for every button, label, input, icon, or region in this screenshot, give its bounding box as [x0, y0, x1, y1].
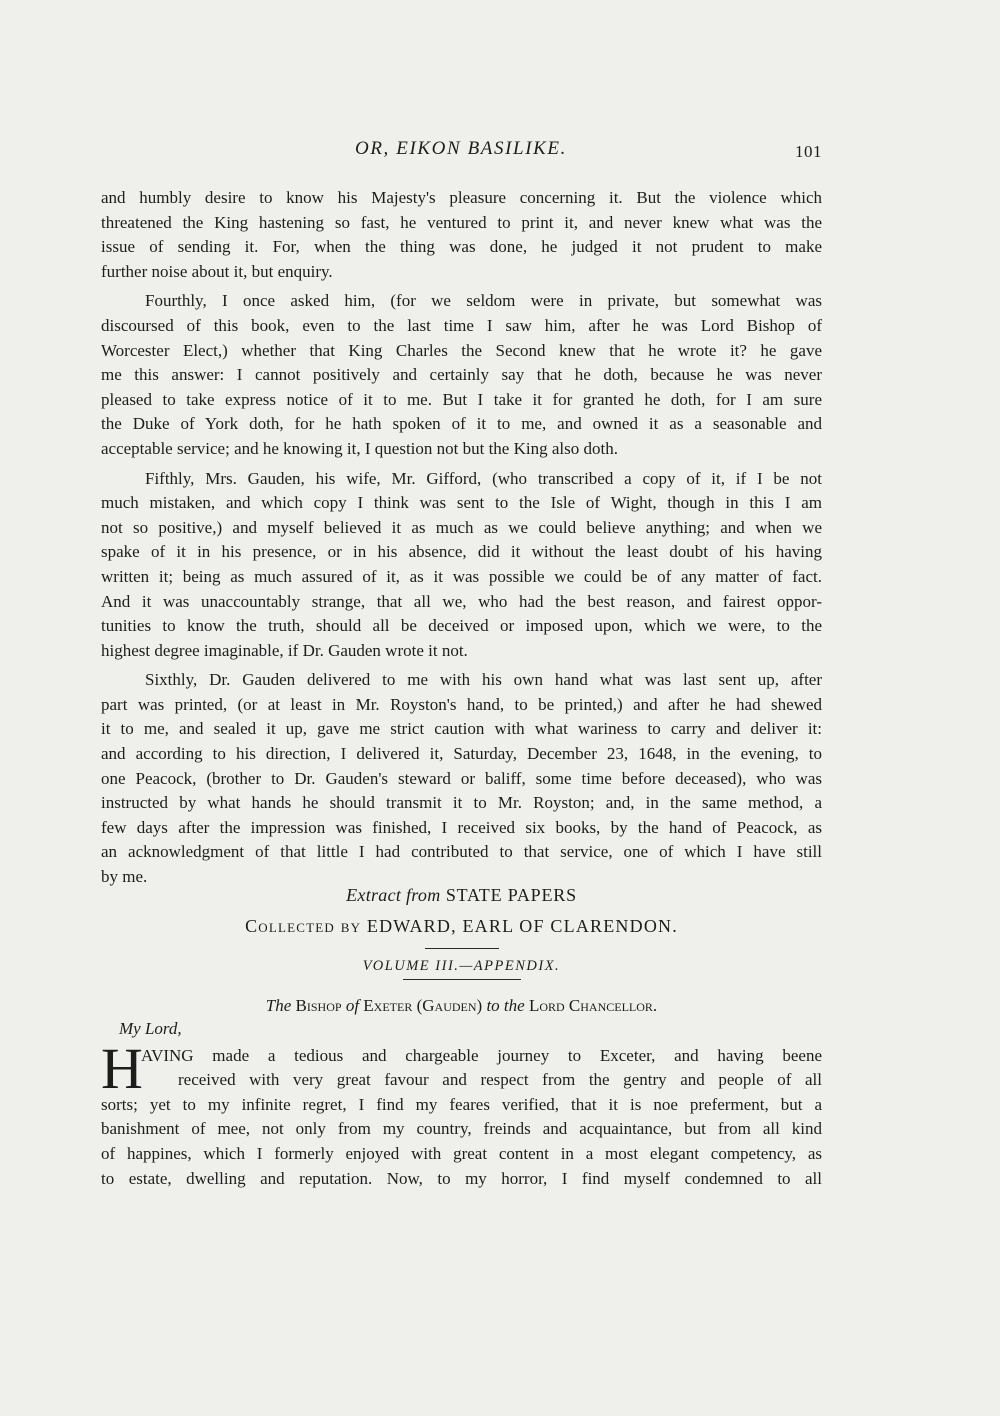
text-line: part was printed, (or at least in Mr. Royston's hand, to be printed,) and after he had shewed	[101, 694, 822, 714]
extract-title: STATE PAPERS	[445, 884, 577, 905]
text-line: Worcester Elect,) whether that King Charles the Second knew that he wrote it? he gave	[101, 340, 822, 360]
text-line: and humbly desire to know his Majesty's pleasure concerning it. But the violence which	[101, 188, 822, 207]
text-line: the Duke of York doth, for he hath spoken of it to me, and owned it as a seasonable and	[101, 414, 822, 434]
text-line: acceptable service; and he knowing it, I question not but the King also doth.	[101, 438, 618, 458]
letter-heading-word: to	[486, 995, 500, 1015]
letter-heading-word: the	[503, 995, 525, 1015]
text-line: by me.	[101, 867, 148, 887]
text-line: instructed by what hands he should transmit it to Mr. Royston; and, in the same method, a	[101, 793, 822, 813]
text-line: AVING made a tedious and chargeable journey to Exceter, and having beene	[141, 1045, 822, 1065]
text-line: spake of it in his presence, or in his absence, did it without the least doubt of his having	[101, 542, 822, 562]
text-line: not so positive,) and myself believed it as much as we could believe anything; and when we	[101, 517, 822, 537]
paragraph-4	[101, 668, 822, 889]
text-line: received with very great favour and respect from the gentry and people of all	[178, 1070, 822, 1090]
divider-rule	[403, 979, 521, 980]
text-line: of happines, which I formerly enjoyed with great content in a most elegant competency, as	[101, 1144, 822, 1163]
text-line: it to me, and sealed it up, gave me strict caution with what wariness to carry and deliver it:	[101, 719, 822, 739]
text-line: much mistaken, and which copy I think was sent to the Isle of Wight, though in this I am	[101, 493, 822, 513]
text-line: one Peacock, (brother to Dr. Gauden's steward or baliff, some time before deceased), who was	[101, 768, 822, 788]
text-line: threatened the King hastening so fast, he ventured to print it, and never knew what was the	[101, 212, 822, 232]
text-line: and according to his direction, I delivered it, Saturday, December 23, 1648, in the evening, to	[101, 744, 822, 764]
text-line: Fifthly, Mrs. Gauden, his wife, Mr. Gifford, (who transcribed a copy of it, if I be not	[145, 468, 822, 488]
text-line: issue of sending it. For, when the thing was done, he judged it not prudent to make	[101, 237, 822, 257]
letter-heading	[101, 994, 822, 1018]
text-line: discoursed of this book, even to the last time I saw him, after he was Lord Bishop of	[101, 315, 822, 335]
drop-cap: H	[101, 1035, 143, 1101]
extract-prefix: Extract from	[346, 884, 441, 905]
paragraph-2	[101, 289, 822, 461]
text-line: an acknowledgment of that little I had contributed to that service, one of which I have still	[101, 842, 822, 862]
text-line: pleased to take express notice of it to me. But I take it for granted he doth, for I am sure	[101, 389, 822, 409]
text-line: me this answer: I cannot positively and certainly say that he doth, because he was never	[101, 365, 822, 385]
text-line: tunities to know the truth, should all be deceived or imposed upon, which we were, to the	[101, 616, 822, 636]
text-line: written it; being as much assured of it, as it was possible we could be of any matter of fact.	[101, 566, 822, 586]
collected-by-line	[101, 910, 822, 942]
letter-heading-word: Exeter (Gauden)	[363, 995, 483, 1015]
text-line: to estate, dwelling and reputation. Now, to my horror, I find myself condemned to all	[101, 1168, 822, 1188]
text-line: And it was unaccountably strange, that all we, who had the best reason, and fairest oppor-	[101, 591, 822, 611]
running-title: OR, EIKON BASILIKE.	[355, 138, 567, 159]
text-line: sorts; yet to my infinite regret, I find my feares verified, that it is noe preferment, but a	[101, 1094, 822, 1114]
letter-body	[101, 1035, 822, 1192]
text-line: banishment of mee, not only from my country, freinds and acquaintance, but from all kind	[101, 1119, 822, 1139]
text-line: Fourthly, I once asked him, (for we seldom were in private, but somewhat was	[145, 291, 822, 311]
paragraph-1	[101, 186, 822, 284]
collected-by-label: Collected by	[245, 915, 362, 936]
letter-heading-word: of	[345, 995, 360, 1015]
collected-by-author: EDWARD, EARL OF CLARENDON.	[366, 915, 678, 936]
text-line: highest degree imaginable, if Dr. Gauden wrote it not.	[101, 640, 468, 660]
page-header	[100, 138, 822, 168]
extract-heading	[101, 880, 822, 910]
body-text	[101, 186, 822, 1191]
paragraph-3	[101, 467, 822, 664]
salutation: My Lord,	[119, 1018, 182, 1038]
divider-rule	[425, 948, 499, 949]
text-line: few days after the impression was finished, I received six books, by the hand of Peacock, as	[101, 817, 822, 837]
volume-heading: VOLUME III.—APPENDIX.	[362, 957, 561, 974]
letter-heading-word: The	[265, 995, 292, 1015]
page-number: 101	[795, 142, 822, 161]
letter-heading-word: Lord Chancellor.	[528, 995, 658, 1015]
letter-heading-word: Bishop	[295, 995, 342, 1015]
text-line: further noise about it, but enquiry.	[101, 261, 333, 281]
text-line: Sixthly, Dr. Gauden delivered to me with his own hand what was last sent up, after	[145, 670, 822, 690]
